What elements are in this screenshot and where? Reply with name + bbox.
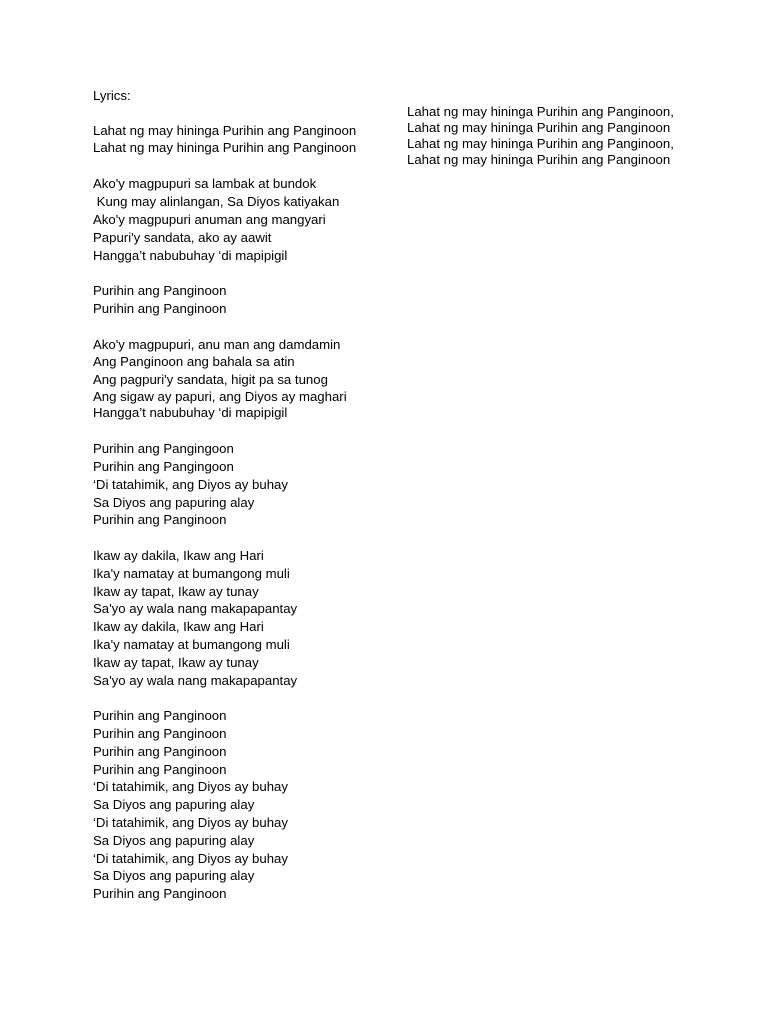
lyric-line: Sa Diyos ang papuring alay <box>93 868 255 884</box>
stanza-gap <box>93 422 383 440</box>
lyric-line: Purihin ang Pangingoon <box>93 459 234 475</box>
lyric-line: Ako'y magpupuri sa lambak at bundok <box>93 176 317 192</box>
lyric-line: Sa'yo ay wala nang makapapantay <box>93 601 298 617</box>
lyric-line: Sa Diyos ang papuring alay <box>93 832 255 848</box>
lyric-line: Lahat ng may hininga Purihin ang Panginoon <box>93 122 357 138</box>
lyric-line: Ika'y namatay at bumangong muli <box>93 565 290 581</box>
lyric-line: Purihin ang Panginoon <box>93 743 227 759</box>
lyric-line: Sa Diyos ang papuring alay <box>93 797 255 813</box>
lyric-line: Lahat ng may hininga Purihin ang Panginoon, Lahat ng may hininga Purihin ang Panginoon <box>407 104 674 135</box>
lyric-line: Purihin ang Panginoon <box>93 726 227 741</box>
lyric-line: Papuri'y sandata, ako ay aawit <box>93 229 272 245</box>
lyric-line: Ang pagpuri'y sandata, higit pa sa tunog <box>93 372 328 388</box>
left-column <box>93 87 383 903</box>
stanza-gap <box>93 689 383 707</box>
stanza-bridge <box>93 547 383 689</box>
lyric-line: Purihin ang Panginoon <box>93 512 227 528</box>
lyric-line: Ikaw ay tapat, Ikaw ay tunay <box>93 654 259 670</box>
right-column <box>407 104 682 168</box>
lyric-line: Ikaw ay tapat, Ikaw ay tunay <box>93 583 259 599</box>
stanza-intro <box>93 123 383 157</box>
lyric-line: Ang Panginoon ang bahala sa atin <box>93 354 295 370</box>
stanza-final-chorus <box>93 707 383 903</box>
stanza-verse1 <box>93 175 383 264</box>
lyric-line: Purihin ang Panginoon <box>93 283 227 299</box>
stanza-chorus1 <box>93 440 383 529</box>
stanza-refrain1 <box>93 282 383 318</box>
stanza-gap <box>93 529 383 547</box>
lyrics-heading: Lyrics: <box>93 88 131 103</box>
lyric-line: Ako'y magpupuri, anu man ang damdamin <box>93 336 341 352</box>
stanza-gap <box>93 264 383 282</box>
stanza-verse2 <box>93 336 383 421</box>
lyric-line: ‘Di tatahimik, ang Diyos ay buhay <box>93 779 288 795</box>
lyric-line: Sa'yo ay wala nang makapapantay <box>93 672 298 688</box>
stanza-gap <box>93 318 383 336</box>
lyric-line: Purihin ang Panginoon <box>93 300 227 316</box>
lyric-line: Ako'y magpupuri anuman ang mangyari <box>93 211 326 227</box>
lyric-line: Hangga’t nabubuhay ‘di mapipigil <box>93 247 288 263</box>
lyric-line: Purihin ang Panginoon <box>93 761 227 777</box>
lyric-line: Kung may alinlangan, Sa Diyos katiyakan <box>93 194 340 210</box>
lyric-line: Purihin ang Panginoon <box>93 886 227 902</box>
stanza-outro <box>407 104 682 168</box>
lyric-line: ‘Di tatahimik, ang Diyos ay buhay <box>93 850 288 866</box>
lyric-line: Ika'y namatay at bumangong muli <box>93 637 290 653</box>
lyric-line: Lahat ng may hininga Purihin ang Panginoon, Lahat ng may hininga Purihin ang Panginoon <box>407 136 674 167</box>
stanza-gap <box>93 158 383 176</box>
lyric-line: Purihin ang Panginoon <box>93 708 227 724</box>
lyric-line: Purihin ang Pangingoon <box>93 441 234 457</box>
lyric-line: ‘Di tatahimik, ang Diyos ay buhay <box>93 814 288 830</box>
lyric-line: Ikaw ay dakila, Ikaw ang Hari <box>93 548 264 564</box>
lyric-line: Ikaw ay dakila, Ikaw ang Hari <box>93 619 264 635</box>
lyric-line: Ang sigaw ay papuri, ang Diyos ay maghari Hangga’t nabubuhay ‘di mapipigil <box>93 388 347 420</box>
lyric-line: Sa Diyos ang papuring alay <box>93 494 255 510</box>
lyric-line: ‘Di tatahimik, ang Diyos ay buhay <box>93 476 288 492</box>
stanza-gap <box>93 105 383 123</box>
lyric-line: Lahat ng may hininga Purihin ang Panginoon <box>93 140 357 156</box>
